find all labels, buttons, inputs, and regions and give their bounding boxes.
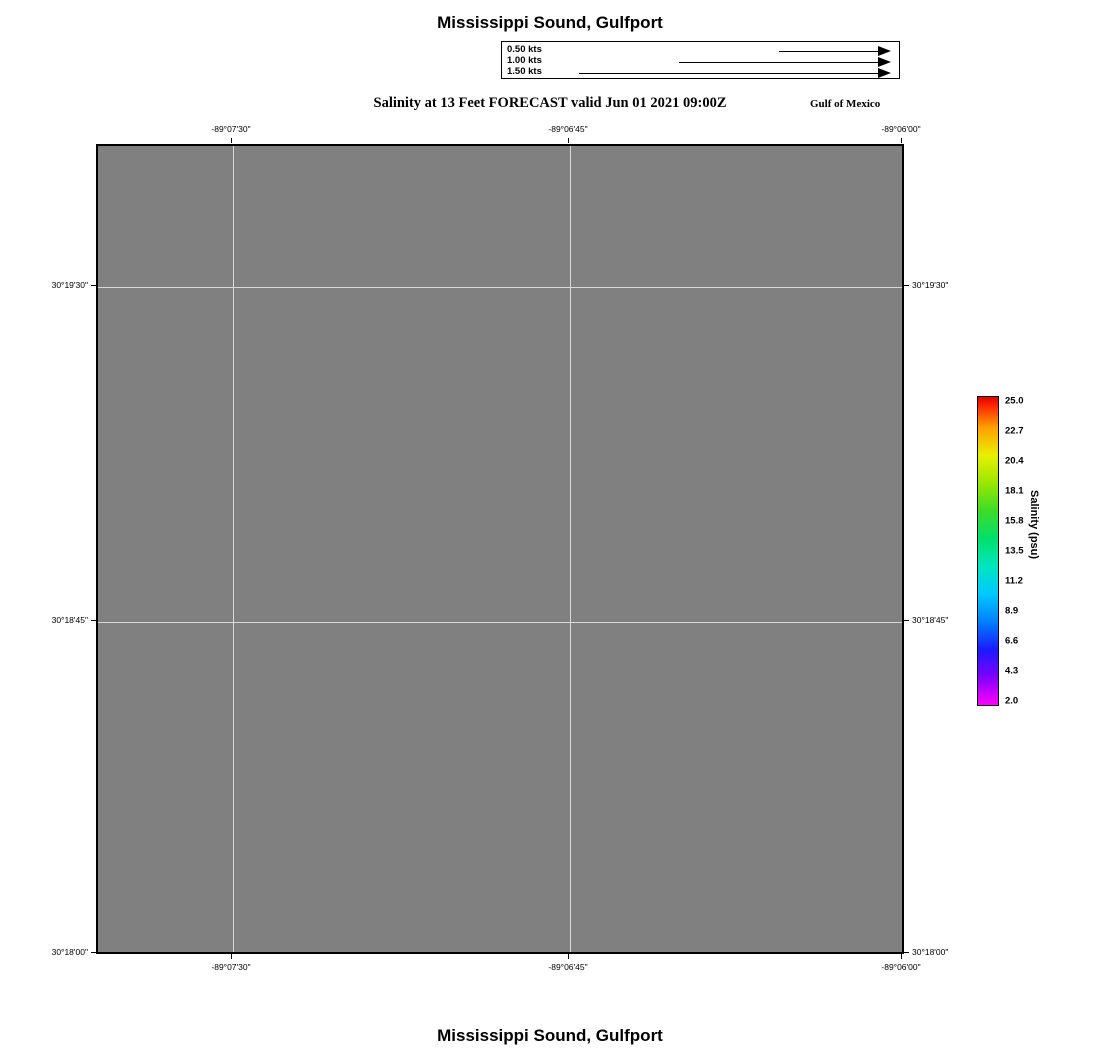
vector-legend-label: 1.50 kts xyxy=(507,66,542,77)
vector-legend-label: 1.00 kts xyxy=(507,55,542,66)
y-axis-label-right: 30°19'30" xyxy=(912,280,949,290)
colorbar xyxy=(977,395,1024,707)
region-label: Gulf of Mexico xyxy=(810,98,881,110)
axis-tick-top xyxy=(901,138,902,143)
map-panel[interactable] xyxy=(96,144,904,954)
colorbar-tick-label: 6.6 xyxy=(1005,635,1019,647)
axis-tick-bottom xyxy=(568,954,569,959)
colorbar-tick-label: 22.7 xyxy=(1005,425,1024,437)
x-axis-label-bottom: -89°06'00" xyxy=(881,962,921,972)
arrow-head-icon xyxy=(878,68,891,78)
axis-tick-top xyxy=(231,138,232,143)
axis-tick-left xyxy=(91,952,96,953)
x-axis-label-top: -89°06'45" xyxy=(548,124,588,134)
y-axis-label-left: 30°19'30" xyxy=(51,280,88,290)
y-axis-label-right: 30°18'00" xyxy=(912,947,949,957)
y-axis-label-left: 30°18'45" xyxy=(51,615,88,625)
axis-tick-left xyxy=(91,620,96,621)
forecast-subtitle: Salinity at 13 Feet FORECAST valid Jun 01 2021 09:00Z xyxy=(373,95,727,111)
y-axis-label-right: 30°18'45" xyxy=(912,615,949,625)
colorbar-tick-label: 8.9 xyxy=(1005,605,1019,617)
x-axis-label-top: -89°07'30" xyxy=(211,124,251,134)
gridline-horizontal xyxy=(98,622,902,623)
colorbar-tick-label: 4.3 xyxy=(1005,665,1019,677)
vector-legend-row xyxy=(502,67,901,79)
x-axis-label-bottom: -89°07'30" xyxy=(211,962,251,972)
vector-scale-legend xyxy=(501,41,900,79)
colorbar-tick-label: 18.1 xyxy=(1005,485,1024,497)
colorbar-tick-label: 11.2 xyxy=(1005,575,1023,587)
vector-shaft xyxy=(579,73,879,74)
arrow-head-icon xyxy=(878,57,891,67)
colorbar-title: Salinity (psu) xyxy=(1028,490,1040,560)
axis-tick-bottom xyxy=(901,954,902,959)
gridline-horizontal xyxy=(98,287,902,288)
colorbar-tick-label: 2.0 xyxy=(1005,695,1019,707)
arrow-head-icon xyxy=(878,46,891,56)
axis-tick-top xyxy=(568,138,569,143)
colorbar-gradient xyxy=(977,396,999,706)
axis-tick-right xyxy=(904,952,909,953)
axis-tick-bottom xyxy=(231,954,232,959)
colorbar-tick-label: 20.4 xyxy=(1005,455,1024,467)
gridline-vertical xyxy=(570,146,571,952)
y-axis-label-left: 30°18'00" xyxy=(51,947,88,957)
colorbar-tick-label: 15.8 xyxy=(1005,515,1024,527)
vector-legend-label: 0.50 kts xyxy=(507,44,542,55)
axis-tick-right xyxy=(904,285,909,286)
x-axis-label-top: -89°06'00" xyxy=(881,124,921,134)
vector-shaft xyxy=(779,51,879,52)
x-axis-label-bottom: -89°06'45" xyxy=(548,962,588,972)
page-title-top: Mississippi Sound, Gulfport xyxy=(437,13,663,32)
axis-tick-left xyxy=(91,285,96,286)
colorbar-tick-label: 13.5 xyxy=(1005,545,1024,557)
colorbar-tick-label: 25.0 xyxy=(1005,395,1024,407)
gridline-vertical xyxy=(233,146,234,952)
axis-tick-right xyxy=(904,620,909,621)
page-title-bottom: Mississippi Sound, Gulfport xyxy=(437,1026,663,1045)
vector-shaft xyxy=(679,62,879,63)
